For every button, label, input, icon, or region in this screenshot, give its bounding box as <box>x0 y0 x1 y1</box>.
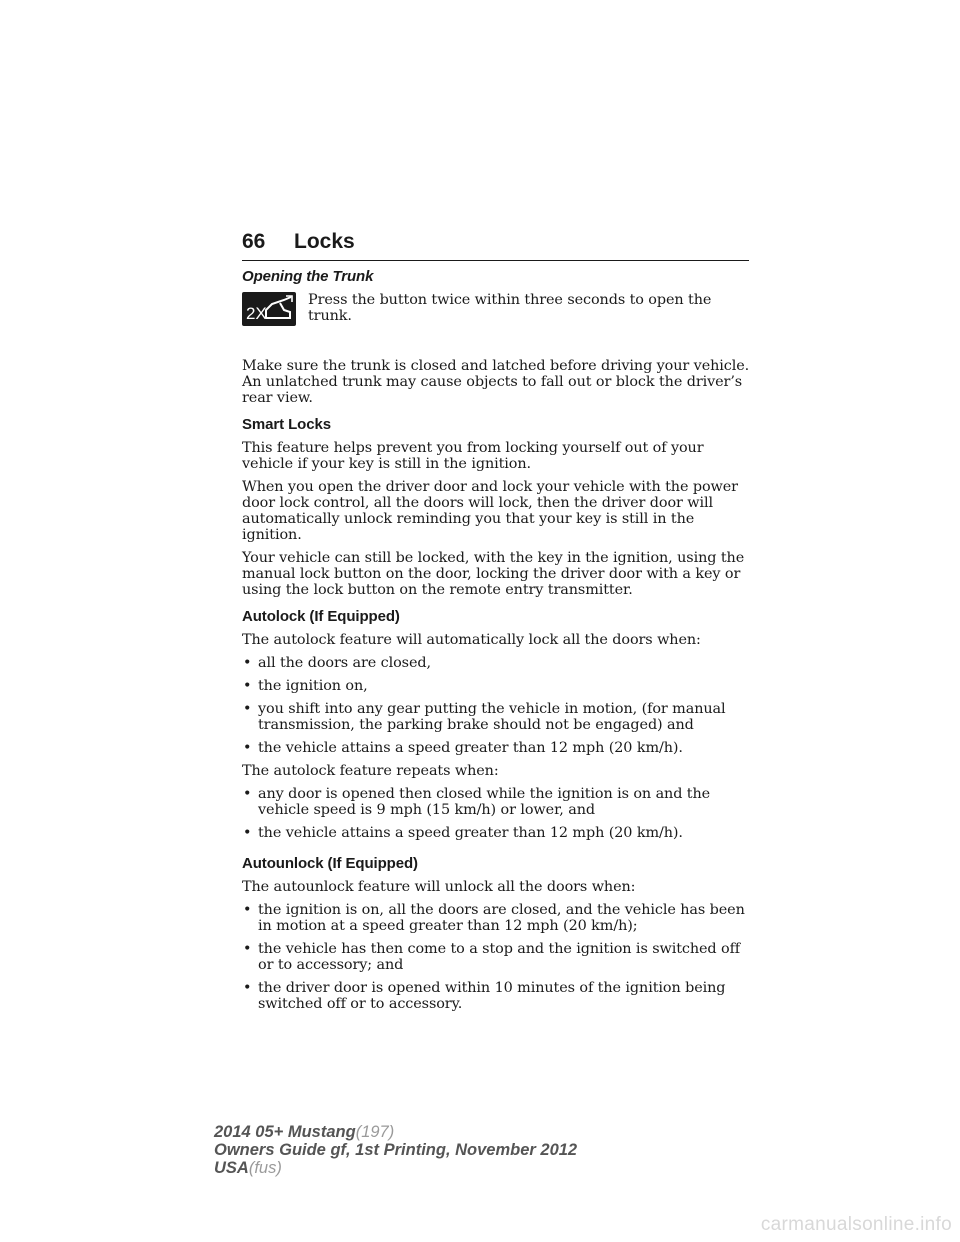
footer-market: USA <box>214 1159 249 1177</box>
document-footer <box>214 1123 577 1177</box>
footer-line-market <box>214 1159 577 1177</box>
page-header <box>242 228 749 261</box>
list-item: • the vehicle attains a speed greater than 12 mph (20 km/h). <box>242 825 752 841</box>
icon-2x-label: 2X <box>246 304 267 323</box>
footer-model-code: (197) <box>355 1123 395 1141</box>
footer-line-guide <box>214 1141 577 1159</box>
section-autounlock <box>242 855 752 1012</box>
heading-autounlock: Autounlock (If Equipped) <box>242 855 418 872</box>
list-item: • the ignition is on, all the doors are closed, and the vehicle has been in motion at a speed greater than 12 mph (20 km/h); <box>242 902 752 934</box>
heading-autolock: Autolock (If Equipped) <box>242 608 400 625</box>
autounlock-intro: The autounlock feature will unlock all the doors when: <box>242 879 636 895</box>
watermark: carmanualsonline.info <box>760 1214 952 1235</box>
section-autolock <box>242 608 752 841</box>
section-opening-trunk <box>242 268 752 406</box>
section-smart-locks <box>242 416 752 598</box>
footer-guide: Owners Guide gf, 1st Printing, November 2012 <box>214 1141 578 1159</box>
heading-opening-trunk: Opening the Trunk <box>242 268 374 285</box>
list-item: • any door is opened then closed while the ignition is on and the vehicle speed is 9 mph (15 km/h) or lower, and <box>242 786 752 818</box>
list-item: • the driver door is opened within 10 minutes of the ignition being switched off or to accessory. <box>242 980 752 1012</box>
footer-model: 2014 05+ Mustang <box>214 1123 356 1141</box>
list-item: • the ignition on, <box>242 678 752 694</box>
trunk-note: Make sure the trunk is closed and latched before driving your vehicle. An unlatched trunk may cause objects to fall out or block the driver’s rear view. <box>242 358 750 406</box>
autolock-conditions-list <box>242 655 752 756</box>
autolock-intro: The autolock feature will automatically lock all the doors when: <box>242 632 701 648</box>
footer-market-code: (fus) <box>248 1159 282 1177</box>
trunk-instruction: Press the button twice within three seconds to open the trunk. <box>308 292 712 324</box>
smart-locks-paragraph: When you open the driver door and lock your vehicle with the power door lock control, all the doors will lock, then the driver door will automatically unlock reminding you that your key is still in the ignition. <box>242 479 738 543</box>
list-item: • the vehicle has then come to a stop and the ignition is switched off or to accessory; and <box>242 941 752 973</box>
trunk-icon-row <box>242 292 752 358</box>
smart-locks-paragraph: This feature helps prevent you from locking yourself out of your vehicle if your key is still in the ignition. <box>242 440 704 472</box>
smart-locks-paragraph: Your vehicle can still be locked, with the key in the ignition, using the manual lock button on the door, locking the driver door with a key or using the lock button on the remote entry transmitter. <box>242 550 745 598</box>
autolock-repeat-intro: The autolock feature repeats when: <box>242 763 499 779</box>
page-number: 66 <box>242 230 266 253</box>
list-item: • the vehicle attains a speed greater than 12 mph (20 km/h). <box>242 740 752 756</box>
autounlock-conditions-list <box>242 902 752 1012</box>
page-content <box>242 268 752 1012</box>
chapter-title: Locks <box>294 230 355 253</box>
trunk-release-2x-icon <box>242 292 296 326</box>
list-item: • you shift into any gear putting the vehicle in motion, (for manual transmission, the parking brake should not be engaged) and <box>242 701 752 733</box>
footer-line-model <box>214 1123 577 1141</box>
autolock-repeat-list <box>242 786 752 841</box>
heading-smart-locks: Smart Locks <box>242 416 331 433</box>
list-item: • all the doors are closed, <box>242 655 752 671</box>
